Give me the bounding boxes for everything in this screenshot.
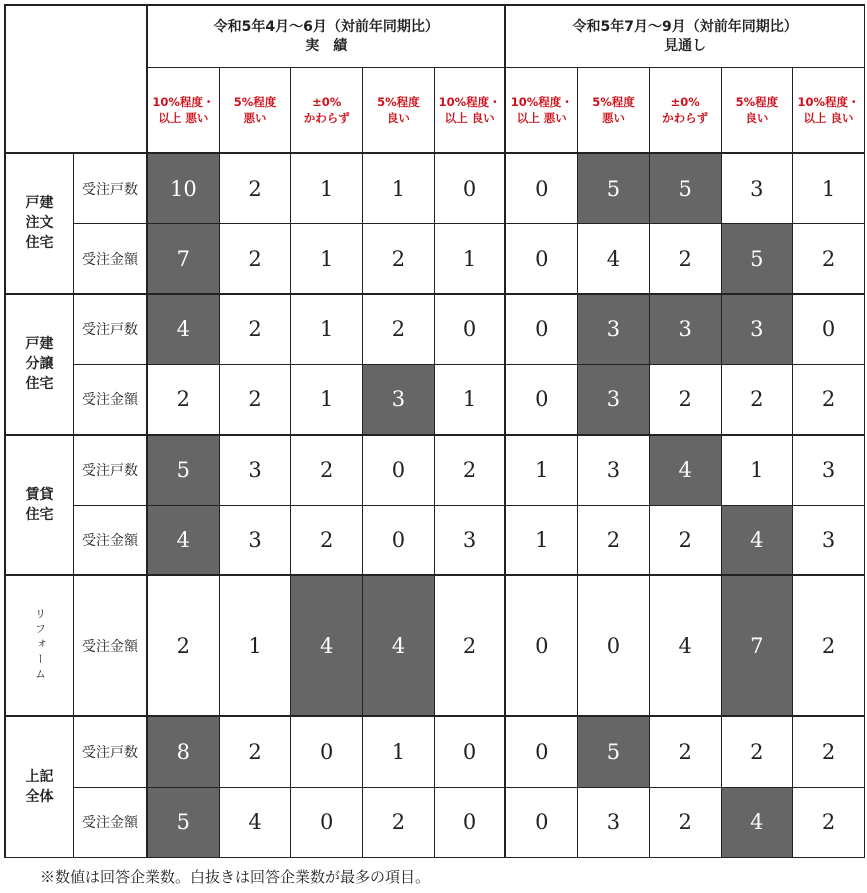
value-cell: 2 xyxy=(220,224,292,294)
value-cell: 5 xyxy=(722,224,794,294)
value-cell: 2 xyxy=(650,717,722,787)
value-cell: 3 xyxy=(650,295,722,365)
column-header: 5%程度 悪い xyxy=(220,68,292,154)
category-label xyxy=(6,154,74,295)
value-cell: 5 xyxy=(578,154,650,224)
value-cell: 0 xyxy=(291,717,363,787)
period-actual-line2: 実 績 xyxy=(305,37,348,54)
category-label-text: 上記 全体 xyxy=(25,769,54,806)
column-header: 10%程度・ 以上 良い xyxy=(793,68,865,154)
value-cell: 10 xyxy=(148,154,220,224)
row-label: 受注戸数 xyxy=(74,436,148,506)
value-cell: 2 xyxy=(220,154,292,224)
value-cell: 2 xyxy=(291,506,363,576)
value-cell: 1 xyxy=(363,717,435,787)
value-cell: 4 xyxy=(722,506,794,576)
value-cell: 4 xyxy=(148,295,220,365)
value-cell: 2 xyxy=(435,436,507,506)
value-cell: 2 xyxy=(435,576,507,717)
row-label: 受注戸数 xyxy=(74,717,148,787)
column-header: 10%程度・ 以上 悪い xyxy=(506,68,578,154)
row-label: 受注金額 xyxy=(74,788,148,858)
category-label-text: 戸建 分譲 住宅 xyxy=(25,336,54,393)
value-cell: 2 xyxy=(793,224,865,294)
value-cell: 2 xyxy=(650,506,722,576)
value-cell: 4 xyxy=(578,224,650,294)
value-cell: 1 xyxy=(506,436,578,506)
value-cell: 0 xyxy=(291,788,363,858)
value-cell: 2 xyxy=(291,436,363,506)
row-label: 受注金額 xyxy=(74,506,148,576)
value-cell: 2 xyxy=(650,365,722,435)
value-cell: 2 xyxy=(793,788,865,858)
value-cell: 0 xyxy=(435,295,507,365)
value-cell: 1 xyxy=(435,365,507,435)
value-cell: 5 xyxy=(650,154,722,224)
value-cell: 0 xyxy=(506,576,578,717)
period-forecast-line1: 令和5年7月～9月（対前年同期比） xyxy=(572,18,798,35)
value-cell: 5 xyxy=(148,788,220,858)
value-cell: 1 xyxy=(363,154,435,224)
value-cell: 3 xyxy=(435,506,507,576)
value-cell: 7 xyxy=(722,576,794,717)
value-cell: 0 xyxy=(506,365,578,435)
value-cell: 1 xyxy=(722,436,794,506)
value-cell: 3 xyxy=(578,436,650,506)
value-cell: 1 xyxy=(220,576,292,717)
value-cell: 0 xyxy=(363,436,435,506)
value-cell: 3 xyxy=(722,295,794,365)
value-cell: 1 xyxy=(291,154,363,224)
value-cell: 4 xyxy=(220,788,292,858)
row-label: 受注金額 xyxy=(74,576,148,717)
category-label-text: リフォーム xyxy=(33,608,47,684)
row-label: 受注戸数 xyxy=(74,295,148,365)
category-label xyxy=(6,717,74,858)
value-cell: 2 xyxy=(722,717,794,787)
value-cell: 8 xyxy=(148,717,220,787)
value-cell: 1 xyxy=(291,295,363,365)
value-cell: 2 xyxy=(363,788,435,858)
value-cell: 0 xyxy=(506,295,578,365)
value-cell: 0 xyxy=(363,506,435,576)
value-cell: 4 xyxy=(363,576,435,717)
period-actual-header xyxy=(148,6,506,68)
value-cell: 1 xyxy=(506,506,578,576)
value-cell: 2 xyxy=(650,788,722,858)
value-cell: 4 xyxy=(291,576,363,717)
value-cell: 2 xyxy=(722,365,794,435)
survey-table xyxy=(4,4,865,858)
value-cell: 1 xyxy=(291,365,363,435)
value-cell: 3 xyxy=(363,365,435,435)
value-cell: 2 xyxy=(793,365,865,435)
value-cell: 2 xyxy=(793,717,865,787)
value-cell: 4 xyxy=(650,436,722,506)
value-cell: 3 xyxy=(578,788,650,858)
value-cell: 5 xyxy=(148,436,220,506)
value-cell: 7 xyxy=(148,224,220,294)
category-label xyxy=(6,576,74,717)
value-cell: 2 xyxy=(578,506,650,576)
value-cell: 2 xyxy=(220,295,292,365)
value-cell: 2 xyxy=(363,295,435,365)
value-cell: 0 xyxy=(578,576,650,717)
period-actual-line1: 令和5年4月～6月（対前年同期比） xyxy=(213,18,439,35)
value-cell: 2 xyxy=(148,365,220,435)
value-cell: 3 xyxy=(220,506,292,576)
value-cell: 3 xyxy=(578,295,650,365)
value-cell: 1 xyxy=(291,224,363,294)
category-label-text: 戸建 注文 住宅 xyxy=(25,195,54,252)
value-cell: 2 xyxy=(220,717,292,787)
value-cell: 3 xyxy=(722,154,794,224)
column-header: ±0% かわらず xyxy=(291,68,363,154)
column-header: 5%程度 良い xyxy=(722,68,794,154)
value-cell: 5 xyxy=(578,717,650,787)
column-header: 5%程度 良い xyxy=(363,68,435,154)
value-cell: 2 xyxy=(148,576,220,717)
value-cell: 3 xyxy=(793,436,865,506)
value-cell: 4 xyxy=(722,788,794,858)
column-header: 10%程度・ 以上 悪い xyxy=(148,68,220,154)
value-cell: 0 xyxy=(435,788,507,858)
value-cell: 0 xyxy=(506,224,578,294)
category-label-text: 賃貸 住宅 xyxy=(25,486,54,523)
value-cell: 0 xyxy=(506,788,578,858)
value-cell: 0 xyxy=(506,154,578,224)
row-label: 受注金額 xyxy=(74,365,148,435)
column-header: 10%程度・ 以上 良い xyxy=(435,68,507,154)
value-cell: 4 xyxy=(650,576,722,717)
value-cell: 3 xyxy=(578,365,650,435)
value-cell: 2 xyxy=(793,576,865,717)
value-cell: 2 xyxy=(650,224,722,294)
value-cell: 1 xyxy=(793,154,865,224)
row-label: 受注戸数 xyxy=(74,154,148,224)
value-cell: 3 xyxy=(220,436,292,506)
category-label xyxy=(6,295,74,436)
value-cell: 4 xyxy=(148,506,220,576)
column-header: ±0% かわらず xyxy=(650,68,722,154)
value-cell: 0 xyxy=(435,154,507,224)
value-cell: 0 xyxy=(506,717,578,787)
value-cell: 1 xyxy=(435,224,507,294)
value-cell: 2 xyxy=(220,365,292,435)
row-label: 受注金額 xyxy=(74,224,148,294)
corner-cell xyxy=(6,6,148,154)
value-cell: 0 xyxy=(793,295,865,365)
value-cell: 3 xyxy=(793,506,865,576)
value-cell: 2 xyxy=(363,224,435,294)
value-cell: 0 xyxy=(435,717,507,787)
period-forecast-header xyxy=(506,6,864,68)
footnote: ※数値は回答企業数。白抜きは回答企業数が最多の項目。 xyxy=(40,868,431,886)
category-label xyxy=(6,436,74,577)
period-forecast-line2: 見通し xyxy=(664,37,707,54)
column-header: 5%程度 悪い xyxy=(578,68,650,154)
